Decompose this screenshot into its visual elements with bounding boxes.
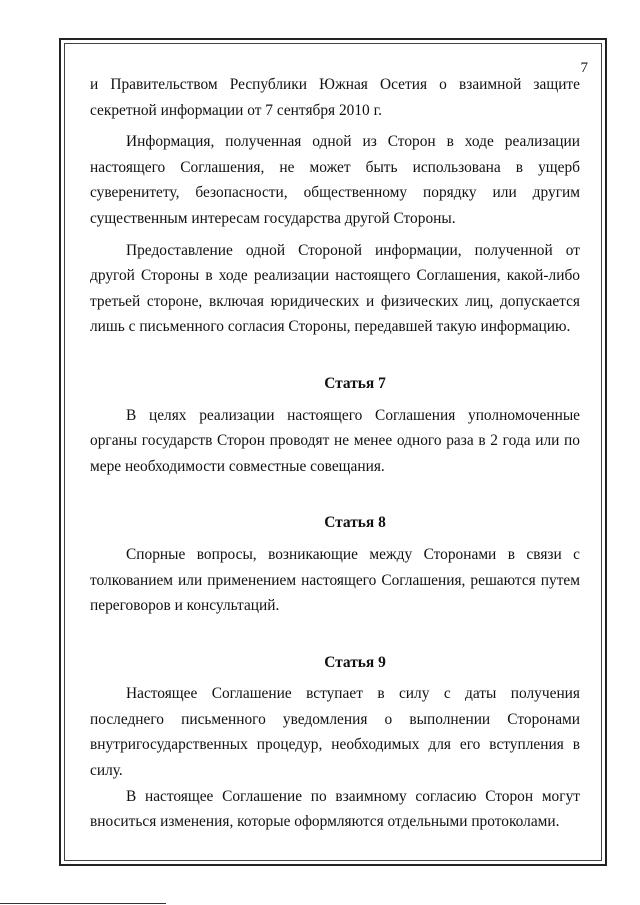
- article-8-paragraph: Спорные вопросы, возникающие между Сторонами в связи с толкованием или применением настоящего Соглашения, решаются путем переговоров и консультаций.: [90, 545, 580, 615]
- paragraph-third-party-transfer: Предоставление одной Стороной информации, полученной от другой Стороны в ходе реализации настоящего Соглашения, какой-либо третьей стороне, включая юридических и физических лиц, допускается лишь с письменного согласия Стороны, передавшей такую информацию.: [90, 241, 580, 336]
- bottom-rule: [0, 903, 166, 904]
- article-9-paragraph-1: Настоящее Соглашение вступает в силу с даты получения последнего письменного уведомления о выполнении Сторонами внутригосударственных процедур, необходимых для его вступления в силу.: [90, 685, 580, 780]
- paragraph-continuation: и Правительством Республики Южная Осетия о взаимной защите секретной информации от 7 сентября 2010 г.: [90, 76, 580, 119]
- article-7-paragraph: В целях реализации настоящего Соглашения уполномоченные органы государств Сторон проводят не менее одного раза в 2 года или по мере необходимости совместные совещания.: [90, 406, 580, 475]
- article-9-paragraph-2: В настоящее Соглашение по взаимному согласию Сторон могут вноситься изменения, которые оформляются отдельными протоколами.: [90, 787, 580, 831]
- article-9-heading: Статья 9: [324, 653, 386, 671]
- page-number: 7: [580, 60, 588, 76]
- paragraph-information-use: Информация, полученная одной из Сторон в ходе реализации настоящего Соглашения, не может быть использована в ущерб суверенитету, безопасности, общественному порядку или другим существенным интересам государства другой Стороны.: [90, 133, 580, 227]
- document-body: [90, 72, 580, 835]
- article-8-heading: Статья 8: [324, 514, 386, 532]
- article-7-heading: Статья 7: [324, 374, 386, 392]
